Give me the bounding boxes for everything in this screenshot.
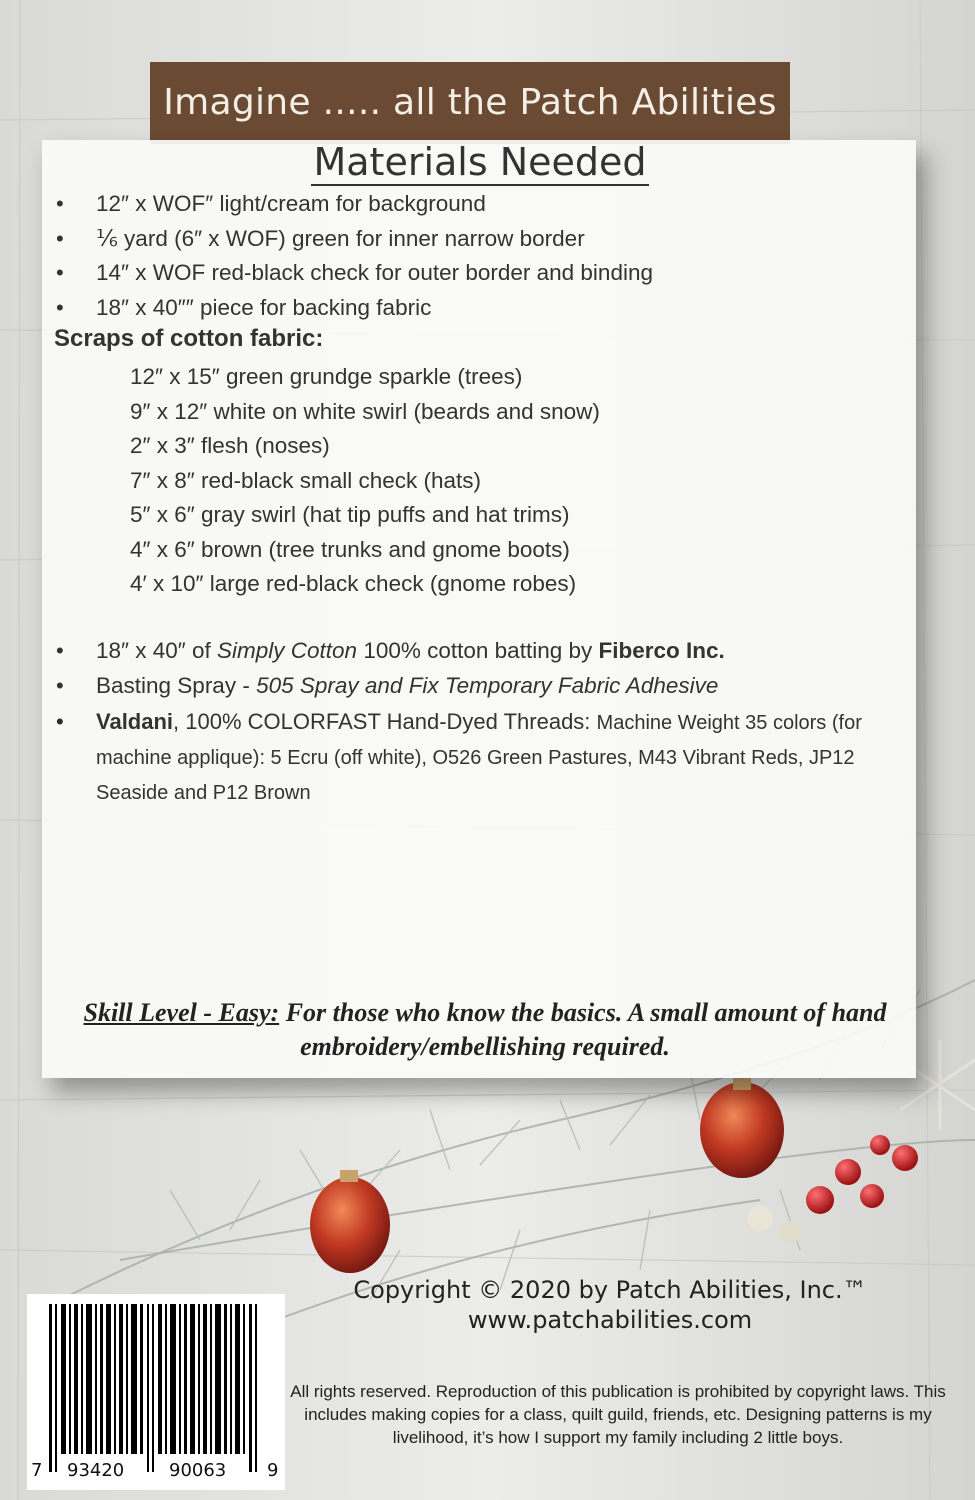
barcode-digit-left: 7 bbox=[31, 1460, 43, 1481]
batting-item: • 18″ x 40″ of Simply Cotton 100% cotton batting by Fiberco Inc. bbox=[50, 634, 725, 669]
list-item: 5″ x 6″ gray swirl (hat tip puffs and hat trims) bbox=[130, 502, 570, 527]
thread-detail: Machine Weight 35 colors (for machine applique): 5 Ecru (off white), O526 Green Pastures, M43 Vibrant Reds, JP12 Seaside and P12 Brown bbox=[96, 712, 862, 804]
barcode-digit-right: 9 bbox=[267, 1460, 279, 1481]
copyright-text: Copyright © 2020 by Patch Abilities, Inc.™ bbox=[353, 1276, 867, 1304]
list-item: • 14″ x WOF red-black check for outer border and binding bbox=[50, 256, 653, 291]
materials-heading: Materials Needed bbox=[313, 140, 647, 184]
supplies-list bbox=[50, 634, 725, 703]
batting-product: Simply Cotton bbox=[217, 638, 358, 663]
copyright-block bbox=[310, 1275, 910, 1335]
barcode-group-1: 93420 bbox=[67, 1460, 125, 1481]
list-item: 2″ x 3″ flesh (noses) bbox=[130, 433, 330, 458]
rights-notice: All rights reserved. Reproduction of this publication is prohibited by copyright laws. This includes making copies for a class, quilt guild, friends, etc. Designing patterns is my livelihood, it’s how I support my family including 2 little boys. bbox=[290, 1382, 946, 1447]
barcode-group-2: 90063 bbox=[169, 1460, 227, 1481]
website-link[interactable]: www.patchabilities.com bbox=[467, 1306, 753, 1334]
list-item: 12″ x 15″ green grundge sparkle (trees) bbox=[130, 364, 523, 389]
spray-item: • Basting Spray - 505 Spray and Fix Temporary Fabric Adhesive bbox=[50, 669, 725, 704]
thread-item: Valdani, 100% COLORFAST Hand-Dyed Threads: Machine Weight 35 colors (for machine applique): 5 Ecru (off white), O526 Green Pastures, M43 Vibrant Reds, JP12 Seaside and P12 Brown bbox=[96, 709, 862, 804]
barcode-bars bbox=[27, 1294, 285, 1490]
scraps-heading: Scraps of cotton fabric: bbox=[54, 325, 324, 352]
scraps-list bbox=[130, 360, 600, 602]
skill-level bbox=[60, 996, 910, 1064]
banner-title: Imagine ..... all the Patch Abilities bbox=[163, 82, 777, 123]
list-item: 4′ x 10″ large red-black check (gnome robes) bbox=[130, 571, 577, 596]
list-item: 7″ x 8″ red-black small check (hats) bbox=[130, 467, 482, 493]
list-item: 9″ x 12″ white on white swirl (beards and snow) bbox=[130, 398, 600, 424]
thread-brand: Valdani bbox=[96, 709, 174, 734]
list-item: • ⅙ yard (6″ x WOF) green for inner narrow border bbox=[50, 222, 653, 257]
skill-label: Skill Level - Easy: bbox=[83, 998, 280, 1027]
spray-product: 505 Spray and Fix Temporary Fabric Adhesive bbox=[256, 672, 719, 698]
list-item: • 12″ x WOF″ light/cream for background bbox=[50, 187, 653, 222]
list-item: • 18″ x 40″″ piece for backing fabric bbox=[50, 291, 653, 326]
skill-text: For those who know the basics. A small amount of hand embroidery/embellishing required. bbox=[279, 998, 887, 1061]
batting-brand: Fiberco Inc. bbox=[598, 638, 725, 663]
barcode bbox=[27, 1294, 285, 1490]
list-item: 4″ x 6″ brown (tree trunks and gnome boots) bbox=[130, 536, 570, 562]
bullet-dot: • bbox=[56, 709, 64, 734]
materials-list bbox=[50, 187, 653, 325]
